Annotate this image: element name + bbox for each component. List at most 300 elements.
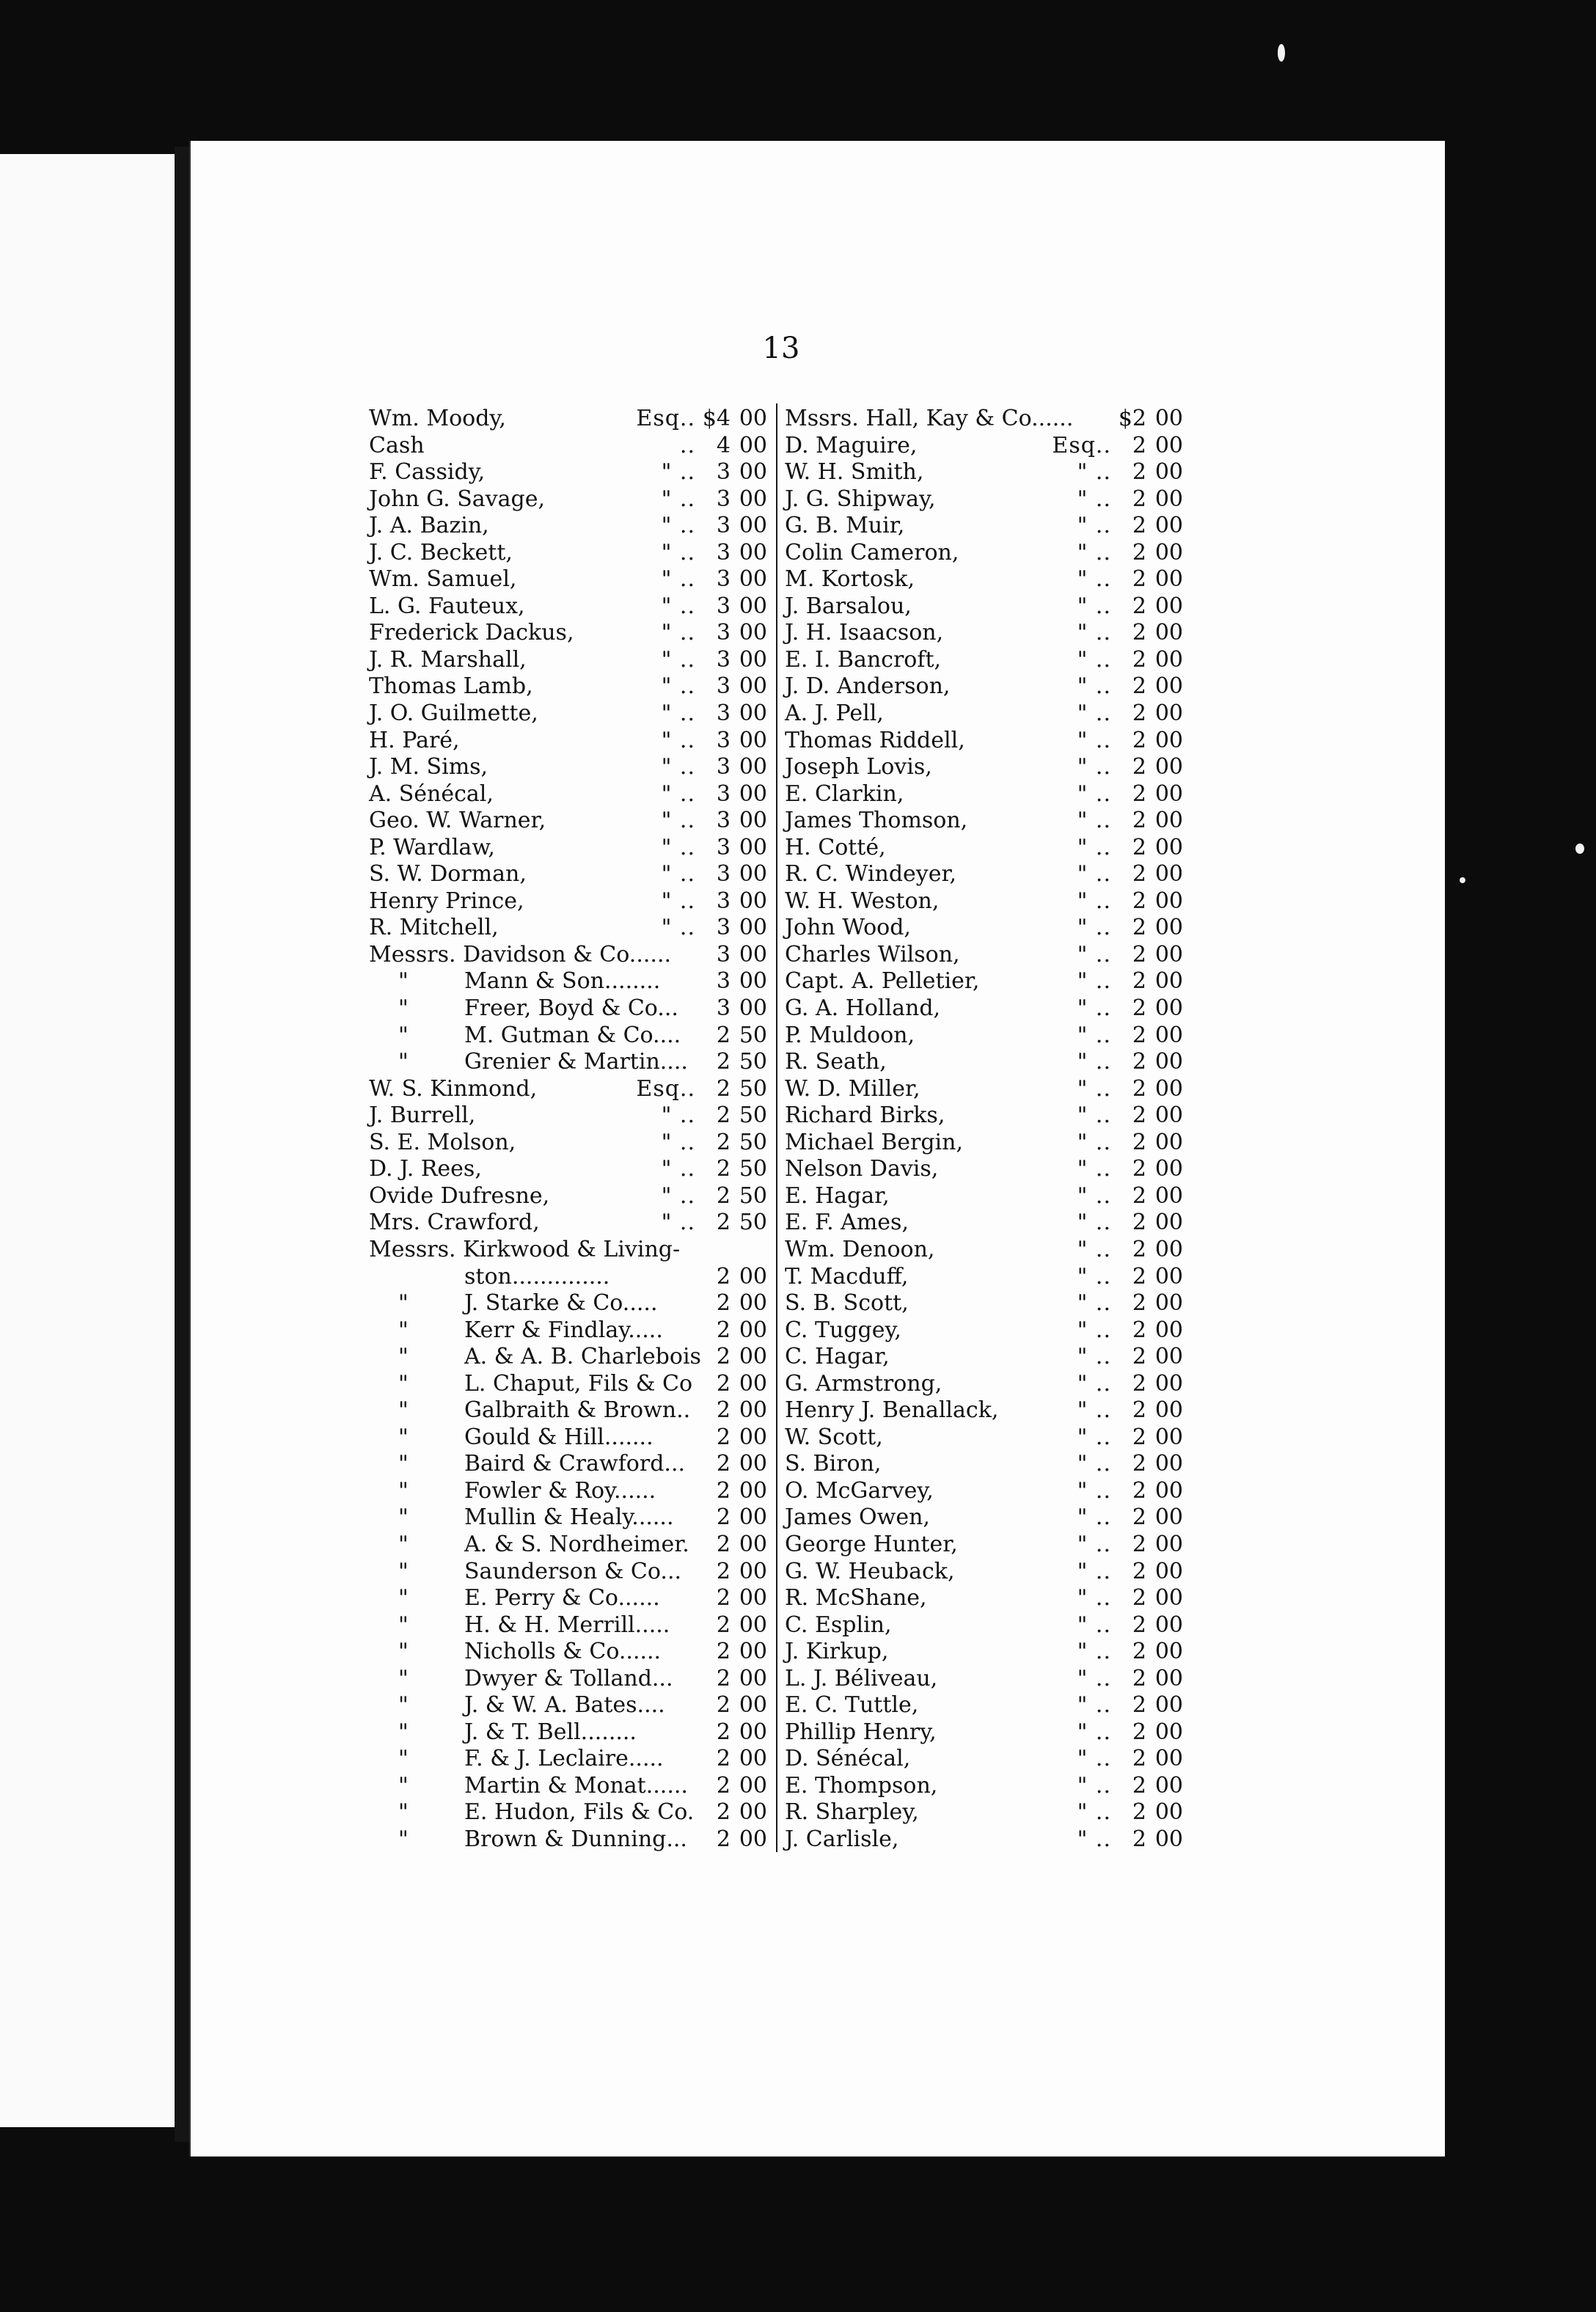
- amount-dollars: 2: [716, 1665, 731, 1691]
- amount-dollars: 2: [1132, 673, 1146, 700]
- right-entry-row: [785, 781, 1185, 808]
- amount-cents: 00: [1154, 1558, 1183, 1584]
- subscriber-name: J. Burrell,: [369, 1102, 476, 1129]
- amount-cents: 00: [1154, 1692, 1183, 1719]
- amount-cents: 00: [1154, 1585, 1183, 1612]
- ditto-mark: ": [398, 1826, 409, 1852]
- subscription-amount: [701, 1692, 769, 1719]
- subscription-amount: [1117, 1799, 1185, 1826]
- amount-dollars: 2: [1132, 1129, 1146, 1155]
- right-entry-row: [785, 888, 1185, 915]
- title-or-ditto: " ..: [1077, 1075, 1111, 1102]
- subscriber-name: E. F. Ames,: [785, 1210, 909, 1236]
- subscriber-name: Brown & Dunning...: [464, 1826, 687, 1852]
- ditto-mark: ": [398, 1692, 409, 1719]
- right-entry-row: [785, 673, 1185, 700]
- subscription-amount: [1117, 486, 1185, 513]
- amount-dollars: 2: [1132, 620, 1146, 646]
- right-entry-row: [785, 1773, 1185, 1800]
- amount-dollars: 2: [1132, 1317, 1146, 1343]
- subscriber-name: S. W. Dorman,: [369, 861, 527, 888]
- amount-dollars: 3: [716, 459, 731, 486]
- subscription-amount: [1117, 1532, 1185, 1559]
- left-entry-row: [369, 566, 769, 593]
- title-or-ditto: Esq..: [636, 1075, 695, 1102]
- left-entry-row: [369, 1237, 769, 1264]
- amount-cents: 00: [1154, 1075, 1183, 1102]
- subscriber-name: Martin & Monat......: [464, 1772, 688, 1799]
- amount-cents: 00: [739, 513, 767, 539]
- subscription-amount: [701, 1156, 769, 1183]
- subscriber-name: J. Starke & Co.....: [464, 1290, 658, 1317]
- subscriber-name: James Owen,: [785, 1504, 930, 1531]
- title-or-ditto: " ..: [1077, 620, 1111, 646]
- amount-dollars: 3: [716, 539, 731, 566]
- title-or-ditto: " ..: [1077, 754, 1111, 780]
- subscriber-name: J. & T. Bell........: [464, 1719, 637, 1745]
- subscription-amount: [1117, 513, 1185, 540]
- title-or-ditto: Esq..: [636, 406, 695, 431]
- amount-dollars: 2: [716, 1263, 731, 1289]
- subscriber-name: J. Carlisle,: [785, 1826, 899, 1852]
- title-or-ditto: " ..: [1077, 1451, 1111, 1477]
- amount-cents: 50: [739, 1049, 767, 1075]
- amount-cents: 00: [1154, 995, 1183, 1022]
- subscription-amount: [1117, 1746, 1185, 1773]
- amount-cents: 50: [739, 1022, 767, 1048]
- subscriber-name: John Wood,: [785, 915, 911, 941]
- subscription-amount: [1117, 673, 1185, 700]
- amount-dollars: 2: [716, 1451, 731, 1477]
- amount-cents: 00: [739, 673, 767, 700]
- ditto-mark: ": [398, 1424, 409, 1450]
- subscription-amount: [1117, 1210, 1185, 1237]
- subscription-amount: [1117, 915, 1185, 942]
- subscriber-name: E. Hudon, Fils & Co.: [464, 1799, 695, 1826]
- subscription-amount: [701, 1371, 769, 1398]
- amount-cents: 00: [739, 1317, 767, 1343]
- amount-cents: 00: [739, 486, 767, 512]
- title-or-ditto: " ..: [661, 539, 695, 566]
- subscriber-name: Richard Birks,: [785, 1102, 945, 1129]
- subscription-amount: [1117, 593, 1185, 621]
- amount-dollars: 3: [716, 700, 731, 727]
- subscription-amount: [1117, 1478, 1185, 1505]
- amount-dollars: 3: [716, 620, 731, 646]
- amount-dollars: 2: [716, 1477, 731, 1504]
- amount-cents: 00: [739, 1370, 767, 1397]
- title-or-ditto: " ..: [661, 727, 695, 753]
- left-entry-row: [369, 1773, 769, 1800]
- subscription-amount: [1117, 1290, 1185, 1317]
- amount-dollars: 3: [716, 673, 731, 700]
- title-or-ditto: " ..: [661, 513, 695, 539]
- subscription-amount: [701, 1612, 769, 1639]
- amount-dollars: 2: [716, 1585, 731, 1612]
- subscriber-name: Henry J. Benallack,: [785, 1397, 999, 1424]
- subscriber-name: C. Hagar,: [785, 1344, 890, 1370]
- ditto-mark: ": [398, 1504, 409, 1531]
- amount-dollars: 3: [716, 941, 731, 967]
- subscription-amount: [701, 1237, 769, 1264]
- title-or-ditto: " ..: [1077, 1746, 1111, 1772]
- subscription-amount: [1117, 968, 1185, 995]
- title-or-ditto: " ..: [1077, 1397, 1111, 1424]
- title-or-ditto: " ..: [1077, 700, 1111, 727]
- scan-speck: [1575, 844, 1584, 854]
- title-or-ditto: " ..: [661, 1210, 695, 1236]
- amount-dollars: 2: [716, 1424, 731, 1450]
- subscriber-name: J. G. Shipway,: [785, 486, 936, 512]
- subscription-amount: [701, 1639, 769, 1666]
- title-or-ditto: " ..: [1077, 1290, 1111, 1317]
- subscription-amount: [1117, 1666, 1185, 1693]
- left-entry-row: [369, 1504, 769, 1532]
- subscriber-name: E. C. Tuttle,: [785, 1692, 919, 1719]
- amount-dollars: 2: [1132, 1665, 1146, 1691]
- subscription-amount: [1117, 1692, 1185, 1719]
- ditto-mark: ": [398, 1799, 409, 1826]
- amount-cents: 00: [1154, 1102, 1183, 1129]
- amount-cents: 00: [1154, 406, 1183, 431]
- title-or-ditto: " ..: [1077, 1639, 1111, 1665]
- amount-cents: 00: [1154, 1370, 1183, 1397]
- amount-dollars: 2: [716, 1102, 731, 1129]
- subscriber-name: H. Cotté,: [785, 834, 886, 860]
- subscriber-name: Dwyer & Tolland...: [464, 1665, 673, 1691]
- right-entry-row: [785, 1692, 1185, 1719]
- subscriber-name: Charles Wilson,: [785, 941, 960, 967]
- amount-cents: 00: [739, 593, 767, 619]
- subscriber-name: H. Paré,: [369, 727, 460, 753]
- amount-cents: 00: [1154, 941, 1183, 967]
- title-or-ditto: " ..: [1077, 1102, 1111, 1129]
- ditto-mark: ": [398, 1746, 409, 1772]
- subscriber-name: Fowler & Roy......: [464, 1477, 656, 1504]
- ditto-mark: ": [398, 1290, 409, 1317]
- amount-cents: 50: [739, 1075, 767, 1102]
- subscriber-name: A. & A. B. Charlebois: [464, 1344, 701, 1370]
- left-entry-row: [369, 1666, 769, 1693]
- amount-cents: 00: [1154, 486, 1183, 512]
- subscription-amount: [701, 1397, 769, 1424]
- right-entry-row: [785, 1559, 1185, 1586]
- subscriber-name: Thomas Lamb,: [369, 673, 533, 700]
- title-or-ditto: " ..: [1077, 1531, 1111, 1557]
- subscription-amount: [701, 915, 769, 942]
- subscription-amount: [1117, 700, 1185, 728]
- title-or-ditto: " ..: [1077, 1156, 1111, 1182]
- left-entry-row: [369, 459, 769, 486]
- ditto-mark: ": [398, 1558, 409, 1584]
- amount-cents: 00: [1154, 513, 1183, 539]
- subscription-amount: [1117, 781, 1185, 808]
- right-entry-row: [785, 1344, 1185, 1371]
- right-entry-row: [785, 861, 1185, 888]
- amount-dollars: 2: [1132, 1022, 1146, 1048]
- title-or-ditto: " ..: [1077, 513, 1111, 539]
- right-entry-row: [785, 1102, 1185, 1130]
- title-or-ditto: " ..: [1077, 941, 1111, 967]
- amount-cents: 00: [739, 1451, 767, 1477]
- left-entry-row: [369, 1639, 769, 1666]
- right-entry-row: [785, 593, 1185, 621]
- amount-dollars: 2: [716, 1075, 731, 1102]
- amount-cents: 00: [739, 620, 767, 646]
- subscription-amount: [1117, 1156, 1185, 1183]
- left-entry-row: [369, 1290, 769, 1317]
- subscription-amount: [1117, 942, 1185, 969]
- left-entry-row: [369, 540, 769, 567]
- amount-cents: 00: [1154, 1477, 1183, 1504]
- amount-cents: 00: [1154, 808, 1183, 834]
- title-or-ditto: " ..: [1077, 1022, 1111, 1048]
- ditto-mark: ": [398, 1639, 409, 1665]
- amount-dollars: 2: [1132, 1504, 1146, 1531]
- left-entry-row: [369, 754, 769, 781]
- right-entry-row: [785, 1371, 1185, 1398]
- subscriber-name: F. & J. Leclaire.....: [464, 1746, 664, 1772]
- right-entry-row: [785, 459, 1185, 486]
- amount-cents: 00: [1154, 754, 1183, 780]
- amount-cents: 00: [1154, 1719, 1183, 1745]
- right-entry-row: [785, 620, 1185, 647]
- amount-cents: 00: [739, 1692, 767, 1719]
- subscriber-name: L. J. Béliveau,: [785, 1665, 938, 1691]
- title-or-ditto: " ..: [661, 861, 695, 888]
- left-entry-row: [369, 1264, 769, 1291]
- amount-dollars: 2: [1132, 1826, 1146, 1852]
- left-entry-row: [369, 647, 769, 674]
- subscriber-name: R. McShane,: [785, 1585, 927, 1612]
- amount-cents: 00: [1154, 1424, 1183, 1450]
- subscriber-name: C. Tuggey,: [785, 1317, 901, 1343]
- amount-cents: 00: [1154, 1182, 1183, 1209]
- subscription-amount: [701, 459, 769, 486]
- left-entry-row: [369, 861, 769, 888]
- subscription-amount: [1117, 1076, 1185, 1103]
- subscription-amount: [701, 1317, 769, 1345]
- subscription-amount: [701, 861, 769, 888]
- subscription-amount: [701, 1799, 769, 1826]
- subscription-amount: [701, 968, 769, 995]
- subscriber-name: W. H. Smith,: [785, 459, 924, 486]
- subscription-amount: [1117, 1559, 1185, 1586]
- amount-cents: 00: [1154, 1531, 1183, 1557]
- left-entry-row: [369, 1585, 769, 1612]
- amount-cents: 00: [1154, 1022, 1183, 1048]
- subscriber-name: R. Mitchell,: [369, 915, 499, 941]
- subscription-amount: [701, 754, 769, 781]
- amount-dollars: 2: [1132, 1746, 1146, 1772]
- amount-cents: 00: [1154, 646, 1183, 673]
- right-entry-row: [785, 995, 1185, 1023]
- left-entry-row: [369, 1317, 769, 1345]
- subscriber-name: Geo. W. Warner,: [369, 808, 546, 834]
- amount-dollars: 2: [1132, 1210, 1146, 1236]
- amount-dollars: 3: [716, 888, 731, 914]
- subscriber-name: E. I. Bancroft,: [785, 646, 942, 673]
- amount-cents: 00: [1154, 593, 1183, 619]
- right-entry-row: [785, 1076, 1185, 1103]
- title-or-ditto: " ..: [661, 566, 695, 593]
- title-or-ditto: " ..: [661, 780, 695, 807]
- right-entry-row: [785, 406, 1185, 433]
- subscriber-name: S. Biron,: [785, 1451, 882, 1477]
- title-or-ditto: " ..: [661, 834, 695, 860]
- amount-dollars: 2: [1132, 915, 1146, 941]
- subscription-amount: [1117, 1719, 1185, 1746]
- right-entry-row: [785, 1156, 1185, 1183]
- subscription-amount: [1117, 1826, 1185, 1854]
- subscription-amount: [1117, 1397, 1185, 1424]
- ditto-mark: ": [398, 1317, 409, 1343]
- subscriber-name: Mullin & Healy......: [464, 1504, 674, 1531]
- amount-cents: 00: [1154, 459, 1183, 486]
- amount-dollars: $2: [1118, 406, 1146, 431]
- amount-dollars: 2: [716, 1826, 731, 1852]
- scan-speck: [1460, 877, 1465, 883]
- subscription-amount: [701, 1130, 769, 1157]
- left-entry-row: [369, 1559, 769, 1586]
- title-or-ditto: " ..: [1077, 673, 1111, 700]
- amount-cents: 00: [739, 1504, 767, 1531]
- left-entry-row: [369, 1612, 769, 1639]
- amount-dollars: 3: [716, 754, 731, 780]
- subscriber-list-right-column: [785, 406, 1185, 1854]
- title-or-ditto: " ..: [661, 1102, 695, 1129]
- amount-dollars: 2: [1132, 1692, 1146, 1719]
- subscriber-name: J. O. Guilmette,: [369, 700, 538, 727]
- ditto-mark: ": [398, 1531, 409, 1557]
- left-entry-row: [369, 1799, 769, 1826]
- left-entry-row: [369, 433, 769, 460]
- subscription-amount: [701, 1559, 769, 1586]
- left-entry-row: [369, 593, 769, 621]
- subscriber-name: O. McGarvey,: [785, 1477, 934, 1504]
- subscriber-name: James Thomson,: [785, 808, 968, 834]
- subscription-amount: [701, 1290, 769, 1317]
- title-or-ditto: " ..: [1077, 888, 1111, 914]
- right-entry-row: [785, 1424, 1185, 1452]
- amount-dollars: 3: [716, 780, 731, 807]
- ditto-mark: ": [398, 1049, 409, 1075]
- page-number: 13: [762, 332, 800, 365]
- amount-dollars: 2: [1132, 593, 1146, 619]
- subscriber-name: P. Muldoon,: [785, 1022, 915, 1048]
- amount-cents: 00: [739, 808, 767, 834]
- subscription-amount: [1117, 647, 1185, 674]
- amount-dollars: 2: [716, 1504, 731, 1531]
- left-entry-row: [369, 486, 769, 513]
- subscriber-name: W. S. Kinmond,: [369, 1075, 538, 1102]
- amount-dollars: 2: [1132, 834, 1146, 860]
- ditto-mark: ": [398, 1612, 409, 1638]
- subscription-amount: [1117, 1264, 1185, 1291]
- left-entry-row: [369, 1719, 769, 1746]
- column-divider-rule: [776, 403, 777, 1852]
- subscriber-name: G. Armstrong,: [785, 1370, 942, 1397]
- subscriber-name: Baird & Crawford...: [464, 1451, 686, 1477]
- amount-dollars: 2: [1132, 566, 1146, 593]
- amount-cents: 00: [1154, 1639, 1183, 1665]
- subscription-amount: [701, 835, 769, 862]
- amount-cents: 50: [739, 1102, 767, 1129]
- facing-page-edge: [0, 154, 175, 2127]
- left-entry-row: [369, 1397, 769, 1424]
- amount-dollars: 2: [1132, 432, 1146, 458]
- amount-cents: 00: [739, 1585, 767, 1612]
- title-or-ditto: " ..: [1077, 486, 1111, 512]
- title-or-ditto: " ..: [1077, 995, 1111, 1022]
- amount-dollars: 2: [716, 1129, 731, 1155]
- amount-cents: 00: [739, 1424, 767, 1450]
- title-or-ditto: " ..: [661, 646, 695, 673]
- amount-dollars: 3: [716, 808, 731, 834]
- amount-cents: 00: [739, 727, 767, 753]
- title-or-ditto: " ..: [1077, 1317, 1111, 1343]
- subscriber-name: A. & S. Nordheimer.: [464, 1531, 689, 1557]
- subscription-amount: [1117, 1639, 1185, 1666]
- subscriber-name: Ovide Dufresne,: [369, 1182, 550, 1209]
- right-entry-row: [785, 1826, 1185, 1854]
- amount-cents: 00: [739, 1344, 767, 1370]
- amount-cents: 00: [1154, 1772, 1183, 1799]
- subscription-amount: [701, 1773, 769, 1800]
- amount-dollars: 3: [716, 915, 731, 941]
- amount-cents: 00: [1154, 834, 1183, 860]
- subscriber-name: Nelson Davis,: [785, 1156, 939, 1182]
- right-entry-row: [785, 540, 1185, 567]
- amount-dollars: 2: [716, 1022, 731, 1048]
- title-or-ditto: " ..: [1077, 1772, 1111, 1799]
- amount-cents: 00: [739, 1612, 767, 1638]
- left-entry-row: [369, 808, 769, 835]
- subscriber-name: W. H. Weston,: [785, 888, 940, 914]
- amount-cents: 00: [1154, 620, 1183, 646]
- subscription-amount: [701, 1826, 769, 1854]
- right-entry-row: [785, 835, 1185, 862]
- amount-cents: 00: [1154, 1504, 1183, 1531]
- left-entry-row: [369, 1371, 769, 1398]
- amount-cents: 00: [1154, 1665, 1183, 1691]
- right-entry-row: [785, 728, 1185, 755]
- subscription-amount: [701, 1023, 769, 1050]
- ditto-mark: ": [398, 1585, 409, 1612]
- title-or-ditto: " ..: [661, 754, 695, 780]
- title-or-ditto: " ..: [1077, 1370, 1111, 1397]
- title-or-ditto: " ..: [661, 1182, 695, 1209]
- left-entry-row: [369, 781, 769, 808]
- amount-dollars: 2: [1132, 1370, 1146, 1397]
- right-entry-row: [785, 486, 1185, 513]
- right-entry-row: [785, 1210, 1185, 1237]
- title-or-ditto: " ..: [1077, 539, 1111, 566]
- title-or-ditto: " ..: [1077, 1826, 1111, 1852]
- left-entry-row: [369, 728, 769, 755]
- right-entry-row: [785, 1746, 1185, 1773]
- amount-cents: 00: [739, 700, 767, 727]
- ditto-mark: ": [398, 1022, 409, 1048]
- title-or-ditto: " ..: [1077, 1236, 1111, 1262]
- subscriber-name: Phillip Henry,: [785, 1719, 937, 1745]
- subscription-amount: [701, 700, 769, 728]
- title-or-ditto: " ..: [661, 1129, 695, 1155]
- amount-cents: 50: [739, 1182, 767, 1209]
- subscription-amount: [701, 566, 769, 593]
- title-or-ditto: " ..: [1077, 780, 1111, 807]
- amount-cents: 00: [1154, 432, 1183, 458]
